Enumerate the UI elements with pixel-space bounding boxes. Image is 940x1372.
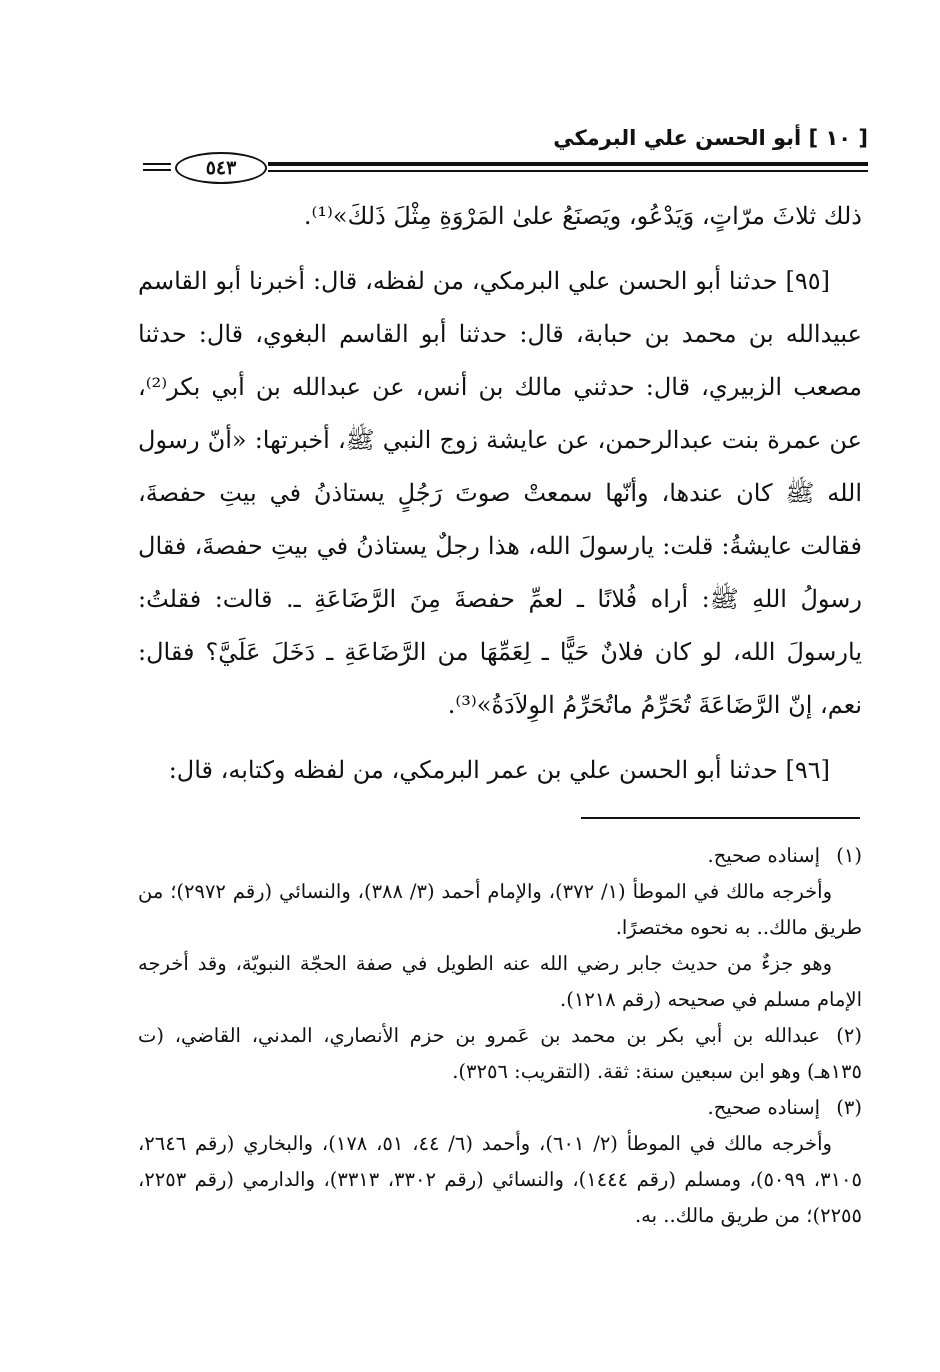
footnote-separator — [581, 817, 860, 819]
paragraph-hadith-96: [٩٦] حدثنا أبو الحسن علي بن عمر البرمكي، من لفظه وكتابه، قال: — [168, 756, 830, 784]
footnote-number: (١) — [836, 844, 862, 867]
header-rule-thick — [268, 162, 868, 166]
paragraph-hadith-95: [٩٥] حدثنا أبو الحسن علي البرمكي، من لفظه، قال: أخبرنا أبو القاسم عبيدالله بن محمد بن حبابة، قال: حدثنا أبو القاسم البغوي، قال: حدثنا مصعب الزبيري، قال: حدثني مالك بن أنس، عن عبدالله بن أبي بكر⁽²⁾، عن عمرة بنت عبدالرحمن، عن عايشة زوج النبي ﷺ، أخبرتها: «أنّ رسول الله ﷺ كان عندها، وأنّها سمعتْ صوتَ رَجُلٍ يستاذنُ في بيتِ حفصةَ، فقالت عايشةُ: قلت: يارسولَ الله، هذا رجلٌ يستاذنُ في بيتِ حفصةَ، فقال رسولُ اللهِ ﷺ: أراه فُلانًا ـ لعمِّ حفصةَ مِنَ الرَّضَاعَةِ ـ. قالت: فقلتُ: يارسولَ الله، لو كان فلانٌ حَيًّا ـ لِعَمِّهَا من الرَّضَاعَةِ ـ دَخَلَ عَلَيَّ؟ فقال: نعم، إنّ الرَّضَاعَةَ تُحَرِّمُ ماتُحَرِّمُ الوِلاَدَةُ»⁽³⁾. — [138, 267, 862, 719]
footnote-text: وهو جزءٌ من حديث جابر رضي الله عنه الطويل في صفة الحجّة النبويّة، وقد أخرجه الإمام مسلم في صحيحه (رقم ١٢١٨). — [138, 952, 862, 1011]
header-ornament-line — [143, 169, 171, 171]
footnote-lead: إسناده صحيح. — [707, 1096, 820, 1119]
footnote-text: وأخرجه مالك في الموطأ (١/ ٣٧٢)، والإمام أحمد (٣/ ٣٨٨)، والنسائي (رقم ٢٩٧٢)؛ من طريق مالك.. به نحوه مختصرًا. — [138, 880, 862, 939]
header-rule-thin — [268, 170, 868, 172]
footnote-text: عبدالله بن أبي بكر بن محمد بن عَمرو بن حزم الأنصاري، المدني، القاضي، (ت ١٣٥هـ) وهو ابن سبعين سنة: ثقة. (التقريب: ٣٢٥٦). — [138, 1024, 862, 1083]
footnote-1 — [138, 838, 862, 874]
page-number: ٥٤٣ — [175, 152, 267, 184]
header-ornament-line — [143, 163, 171, 165]
footnote-number: (٣) — [836, 1096, 862, 1119]
paragraph: ذلك ثلاثَ مرّاتٍ، وَيَدْعُو، ويَصنَعُ علىٰ المَرْوَةِ مِثْلَ ذَلكَ»⁽¹⁾. — [303, 202, 862, 230]
footnote-2 — [138, 1018, 862, 1090]
footnote-3 — [138, 1090, 862, 1126]
footnote-number: (٢) — [836, 1024, 862, 1047]
footnote-text: وأخرجه مالك في الموطأ (٢/ ٦٠١)، وأحمد (٦/ ٤٤، ٥١، ١٧٨)، والبخاري (رقم ٢٦٤٦، ٣١٠٥، ٥٠٩٩)، ومسلم (رقم ١٤٤٤)، والنسائي (رقم ٣٣٠٢، ٣٣١٣)، والدارمي (رقم ٢٢٥٣، ٢٢٥٥)؛ من طريق مالك.. به. — [138, 1132, 863, 1227]
main-text — [138, 190, 862, 797]
running-header-title: [ ١٠ ] أبو الحسن علي البرمكي — [553, 126, 868, 150]
footnotes — [138, 838, 862, 1234]
footnote-lead: إسناده صحيح. — [707, 844, 820, 867]
